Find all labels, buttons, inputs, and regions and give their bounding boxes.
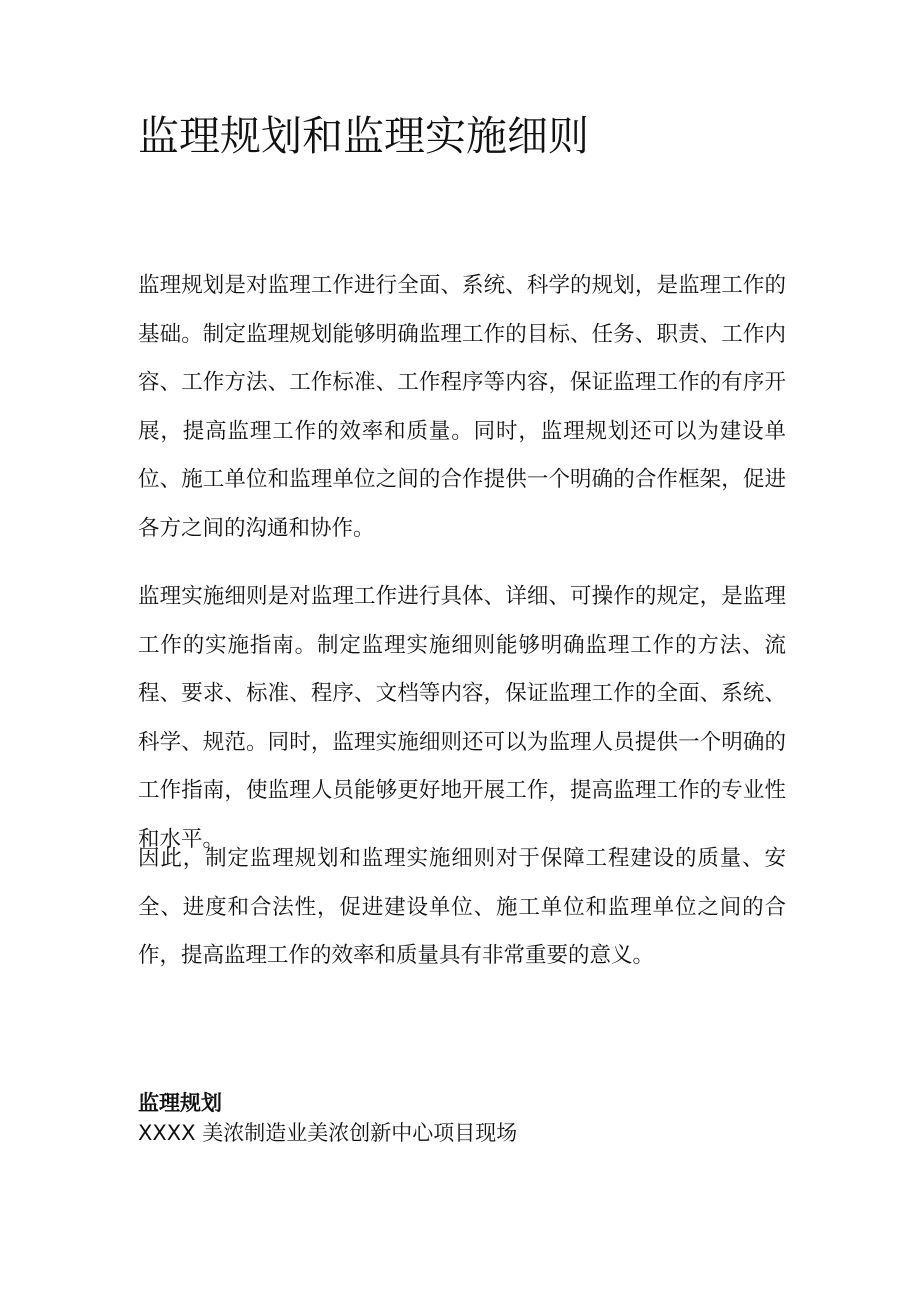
paragraph-supervision-plan: 监理规划是对监理工作进行全面、系统、科学的规划，是监理工作的基础。制定监理规划能够明确监理工作的目标、任务、职责、工作内容、工作方法、工作标准、工作程序等内容，保证监理工作的有序开展，提高监理工作的效率和质量。同时，监理规划还可以为建设单位、施工单位和监理单位之间的合作提供一个明确的合作框架，促进各方之间的沟通和协作。: [138, 273, 786, 541]
paragraph-implementation-rules: 监理实施细则是对监理工作进行具体、详细、可操作的规定，是监理工作的实施指南。制定监理实施细则能够明确监理工作的方法、流程、要求、标准、程序、文档等内容，保证监理工作的全面、系统、科学、规范。同时，监理实施细则还可以为监理人员提供一个明确的工作指南，使监理人员能够更好地开展工作，提高监理工作的专业性和水平。: [138, 584, 786, 852]
project-name: XXXX 美浓制造业美浓创新中心项目现场: [138, 1121, 518, 1145]
paragraph-conclusion: 因此，制定监理规划和监理实施细则对于保障工程建设的质量、安全、进度和合法性，促进建设单位、施工单位和监理单位之间的合作，提高监理工作的效率和质量具有非常重要的意义。: [138, 846, 786, 968]
section-label: 监理规划: [138, 1091, 222, 1115]
document-title: 监理规划和监理实施细则: [138, 112, 589, 160]
